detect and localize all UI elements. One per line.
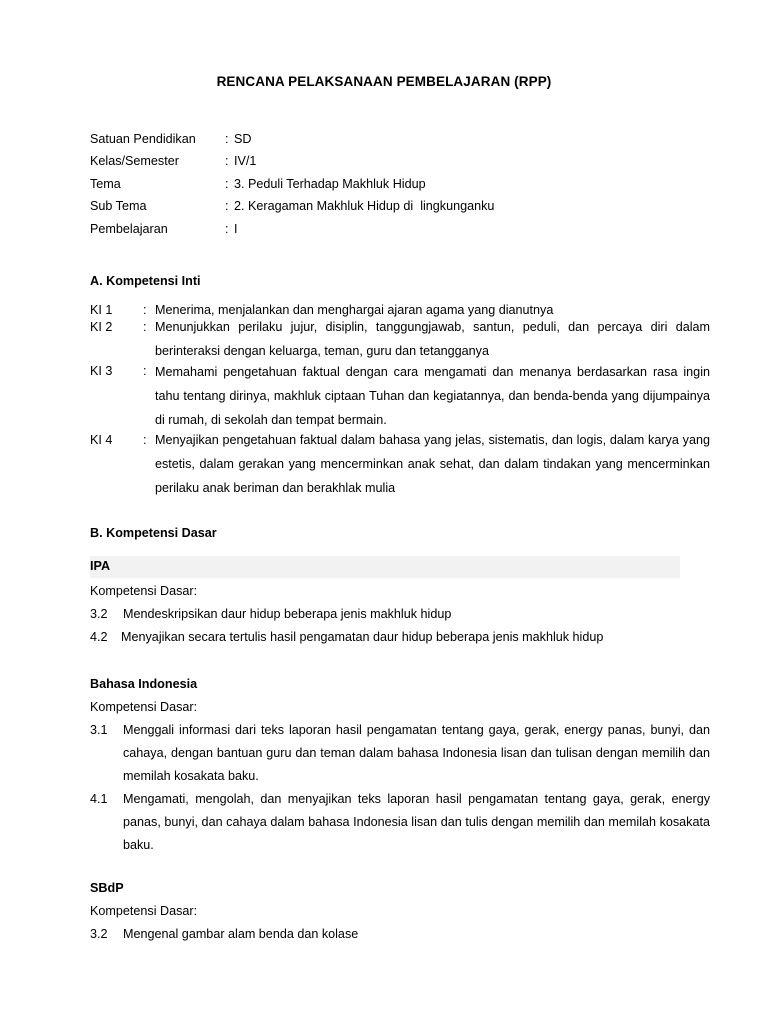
metadata-row [90,177,690,199]
kompetensi-dasar-label: Kompetensi Dasar: [90,904,198,918]
metadata-colon: : [225,154,229,169]
ki-text: Menyajikan pengetahuan faktual dalam bahasa yang jelas, sistematis, dan logis, dalam karya yang estetis, dalam gerakan yang mencerminkan anak sehat, dan dalam tindakan yang mencerminkan perilaku anak beriman dan berakhlak mulia [155,433,710,495]
kd-text: Mengenal gambar alam benda dan kolase [123,927,359,941]
section-kompetensi-inti [90,274,710,500]
ki-label: KI 1 [90,303,113,317]
kompetensi-dasar-item [90,603,710,626]
ki-text: Menunjukkan perilaku jujur, disiplin, tanggungjawab, santun, peduli, dan percaya diri dalam berinteraksi dengan keluarga, teman, guru dan tetangganya [155,320,710,358]
kompetensi-inti-item [90,432,710,501]
kd-code: 3.2 [90,607,108,621]
kd-text: Mendeskripsikan daur hidup beberapa jenis makhluk hidup [123,607,452,621]
metadata-colon: : [225,221,229,236]
metadata-value: 2. Keragaman Makhluk Hidup di lingkunganku [234,199,495,214]
metadata-label: Pembelajaran [90,221,168,236]
metadata-label: Tema [90,176,121,191]
ki-colon: : [143,432,147,447]
metadata-label: Kelas/Semester [90,154,179,169]
metadata-label: Satuan Pendidikan [90,132,196,146]
kompetensi-inti-item [90,319,710,364]
kompetensi-inti-item [90,363,710,432]
metadata-label: Sub Tema [90,199,147,214]
metadata-colon: : [225,199,229,214]
metadata-row [90,222,690,244]
section-spacer [90,857,710,879]
section-spacer [90,649,710,675]
subject-block-bahasa-indonesia [90,675,710,857]
kd-code: 4.2 [90,630,108,644]
ki-colon: : [143,319,147,334]
metadata-value: I [234,221,238,236]
ki-text: Memahami pengetahuan faktual dengan cara mengamati dan menanya berdasarkan rasa ingin tahu tentang dirinya, makhluk ciptaan Tuhan dan kegiatannya, dan benda-benda yang dijumpainya di rumah, di sekolah dan tempat bermain. [155,364,710,427]
subject-name-ipa: IPA [90,556,680,578]
kompetensi-dasar-item [90,626,710,649]
kompetensi-dasar-item [90,788,710,857]
section-heading-kompetensi-dasar: B. Kompetensi Dasar [90,526,217,540]
kd-text: Menyajikan secara tertulis hasil pengamatan daur hidup beberapa jenis makhluk hidup [121,630,604,644]
metadata-row [90,154,690,176]
kompetensi-dasar-label: Kompetensi Dasar: [90,700,198,714]
ki-text: Menerima, menjalankan dan menghargai ajaran agama yang dianutnya [155,303,554,317]
kompetensi-dasar-item [90,719,710,788]
metadata-row [90,132,690,154]
subject-block-sbdp [90,879,710,946]
section-heading-kompetensi-inti: A. Kompetensi Inti [90,274,201,288]
ki-label: KI 2 [90,319,113,334]
metadata-row [90,199,690,221]
ki-label: KI 3 [90,364,113,378]
page-title: RENCANA PELAKSANAAN PEMBELAJARAN (RPP) [216,74,552,89]
kd-code: 3.2 [90,927,108,941]
ki-label: KI 4 [90,432,113,447]
subject-name-bahasa-indonesia: Bahasa Indonesia [90,677,198,691]
kd-code: 3.1 [90,723,108,737]
kd-text: Mengamati, mengolah, dan menyajikan teks laporan hasil pengamatan tentang gaya, gerak, energy panas, bunyi, dan cahaya dalam bahasa Indonesia lisan dan tulis dengan memilih dan memilah kosakata baku. [123,792,710,852]
metadata-value: IV/1 [234,154,257,169]
kd-text: Menggali informasi dari teks laporan hasil pengamatan tentang gaya, gerak, energy panas, bunyi, dan cahaya, dengan bantuan guru dan teman dalam bahasa Indonesia lisan dan tulisan dengan memilih dan memilah kosakata baku. [123,723,710,783]
subject-name-sbdp: SBdP [90,881,124,895]
section-kompetensi-dasar [90,526,710,946]
metadata-colon: : [225,132,229,146]
ki-colon: : [143,364,147,378]
ki-colon: : [143,303,147,317]
metadata-value: 3. Peduli Terhadap Makhluk Hidup [234,176,426,191]
metadata-colon: : [225,176,229,191]
subject-block-ipa [90,556,710,649]
kd-code: 4.1 [90,792,108,806]
metadata-value: SD [234,132,252,146]
kompetensi-dasar-label: Kompetensi Dasar: [90,584,198,598]
kompetensi-dasar-item [90,923,710,946]
document-metadata [90,132,690,244]
